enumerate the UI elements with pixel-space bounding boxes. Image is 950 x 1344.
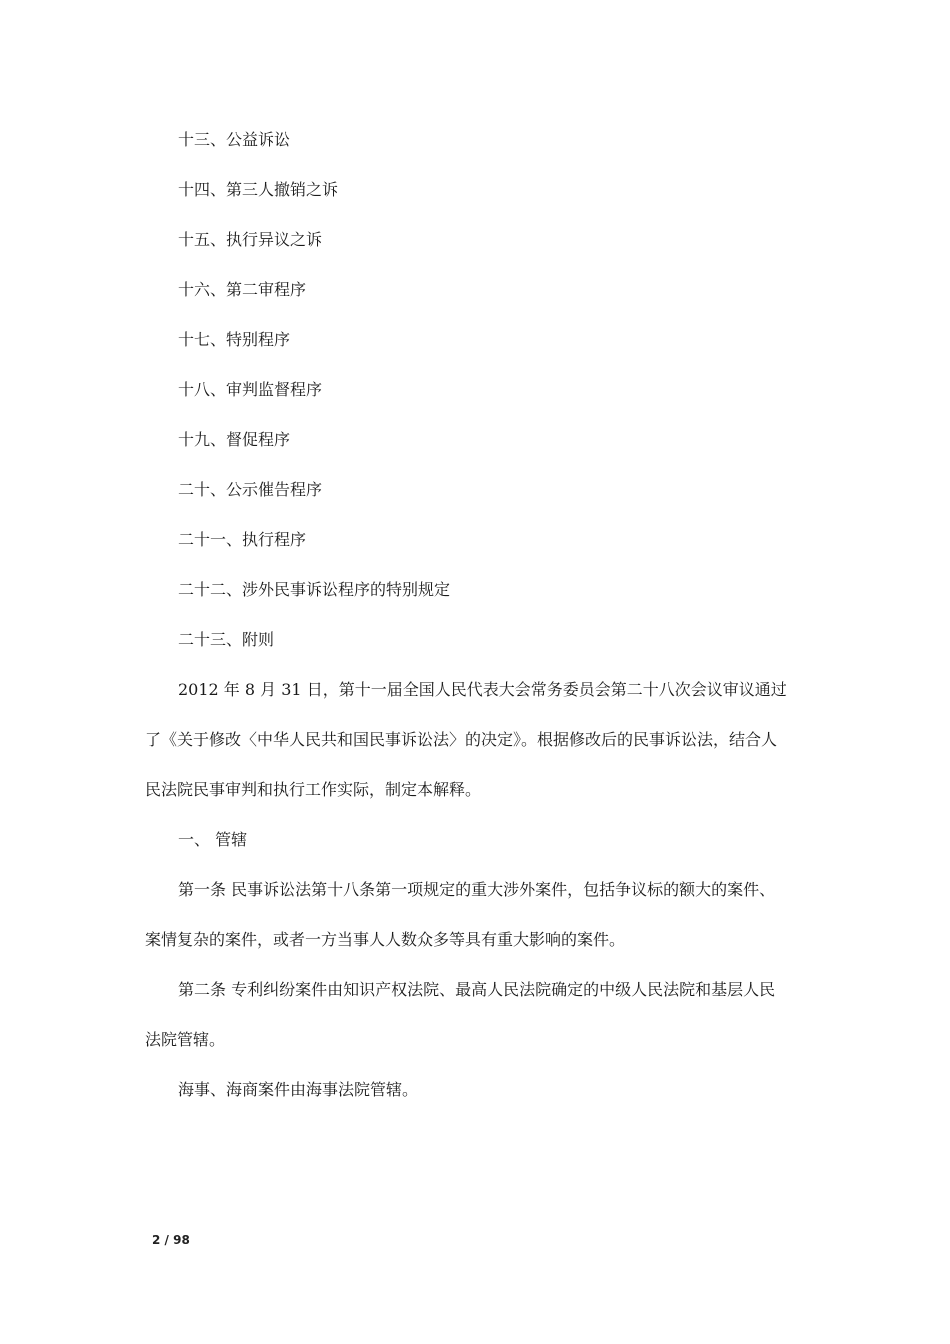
page-indicator: 2 / 98 xyxy=(152,1233,190,1247)
toc-item: 二十、公示催告程序 xyxy=(178,480,323,499)
intro-line-2: 了《关于修改〈中华人民共和国民事诉讼法〉的决定》。根据修改后的民事诉讼法，结合人 xyxy=(145,730,778,749)
toc-item: 十六、第二审程序 xyxy=(178,280,307,299)
toc-item: 二十二、涉外民事诉讼程序的特别规定 xyxy=(178,580,451,599)
intro-line-1: 2012 年 8 月 31 日，第十一届全国人民代表大会常务委员会第二十八次会议审议通过 xyxy=(178,680,787,699)
section-heading: 一、 管辖 xyxy=(178,830,248,849)
article-1-line-1: 第一条 民事诉讼法第十八条第一项规定的重大涉外案件，包括争议标的额大的案件、 xyxy=(178,880,776,899)
intro-line-3: 民法院民事审判和执行工作实际，制定本解释。 xyxy=(145,780,482,799)
article-2-line-2: 法院管辖。 xyxy=(145,1030,226,1049)
toc-item: 十八、审判监督程序 xyxy=(178,380,323,399)
toc-item: 十三、公益诉讼 xyxy=(178,130,291,149)
maritime-paragraph: 海事、海商案件由海事法院管辖。 xyxy=(178,1080,419,1099)
article-2-line-1: 第二条 专利纠纷案件由知识产权法院、最高人民法院确定的中级人民法院和基层人民 xyxy=(178,980,776,999)
toc-item: 十四、第三人撤销之诉 xyxy=(178,180,339,199)
toc-item: 十七、特别程序 xyxy=(178,330,291,349)
toc-item: 十九、督促程序 xyxy=(178,430,291,449)
toc-item: 二十一、执行程序 xyxy=(178,530,307,549)
article-1-line-2: 案情复杂的案件，或者一方当事人人数众多等具有重大影响的案件。 xyxy=(145,930,626,949)
toc-item: 十五、执行异议之诉 xyxy=(178,230,323,249)
toc-item: 二十三、附则 xyxy=(178,630,275,649)
